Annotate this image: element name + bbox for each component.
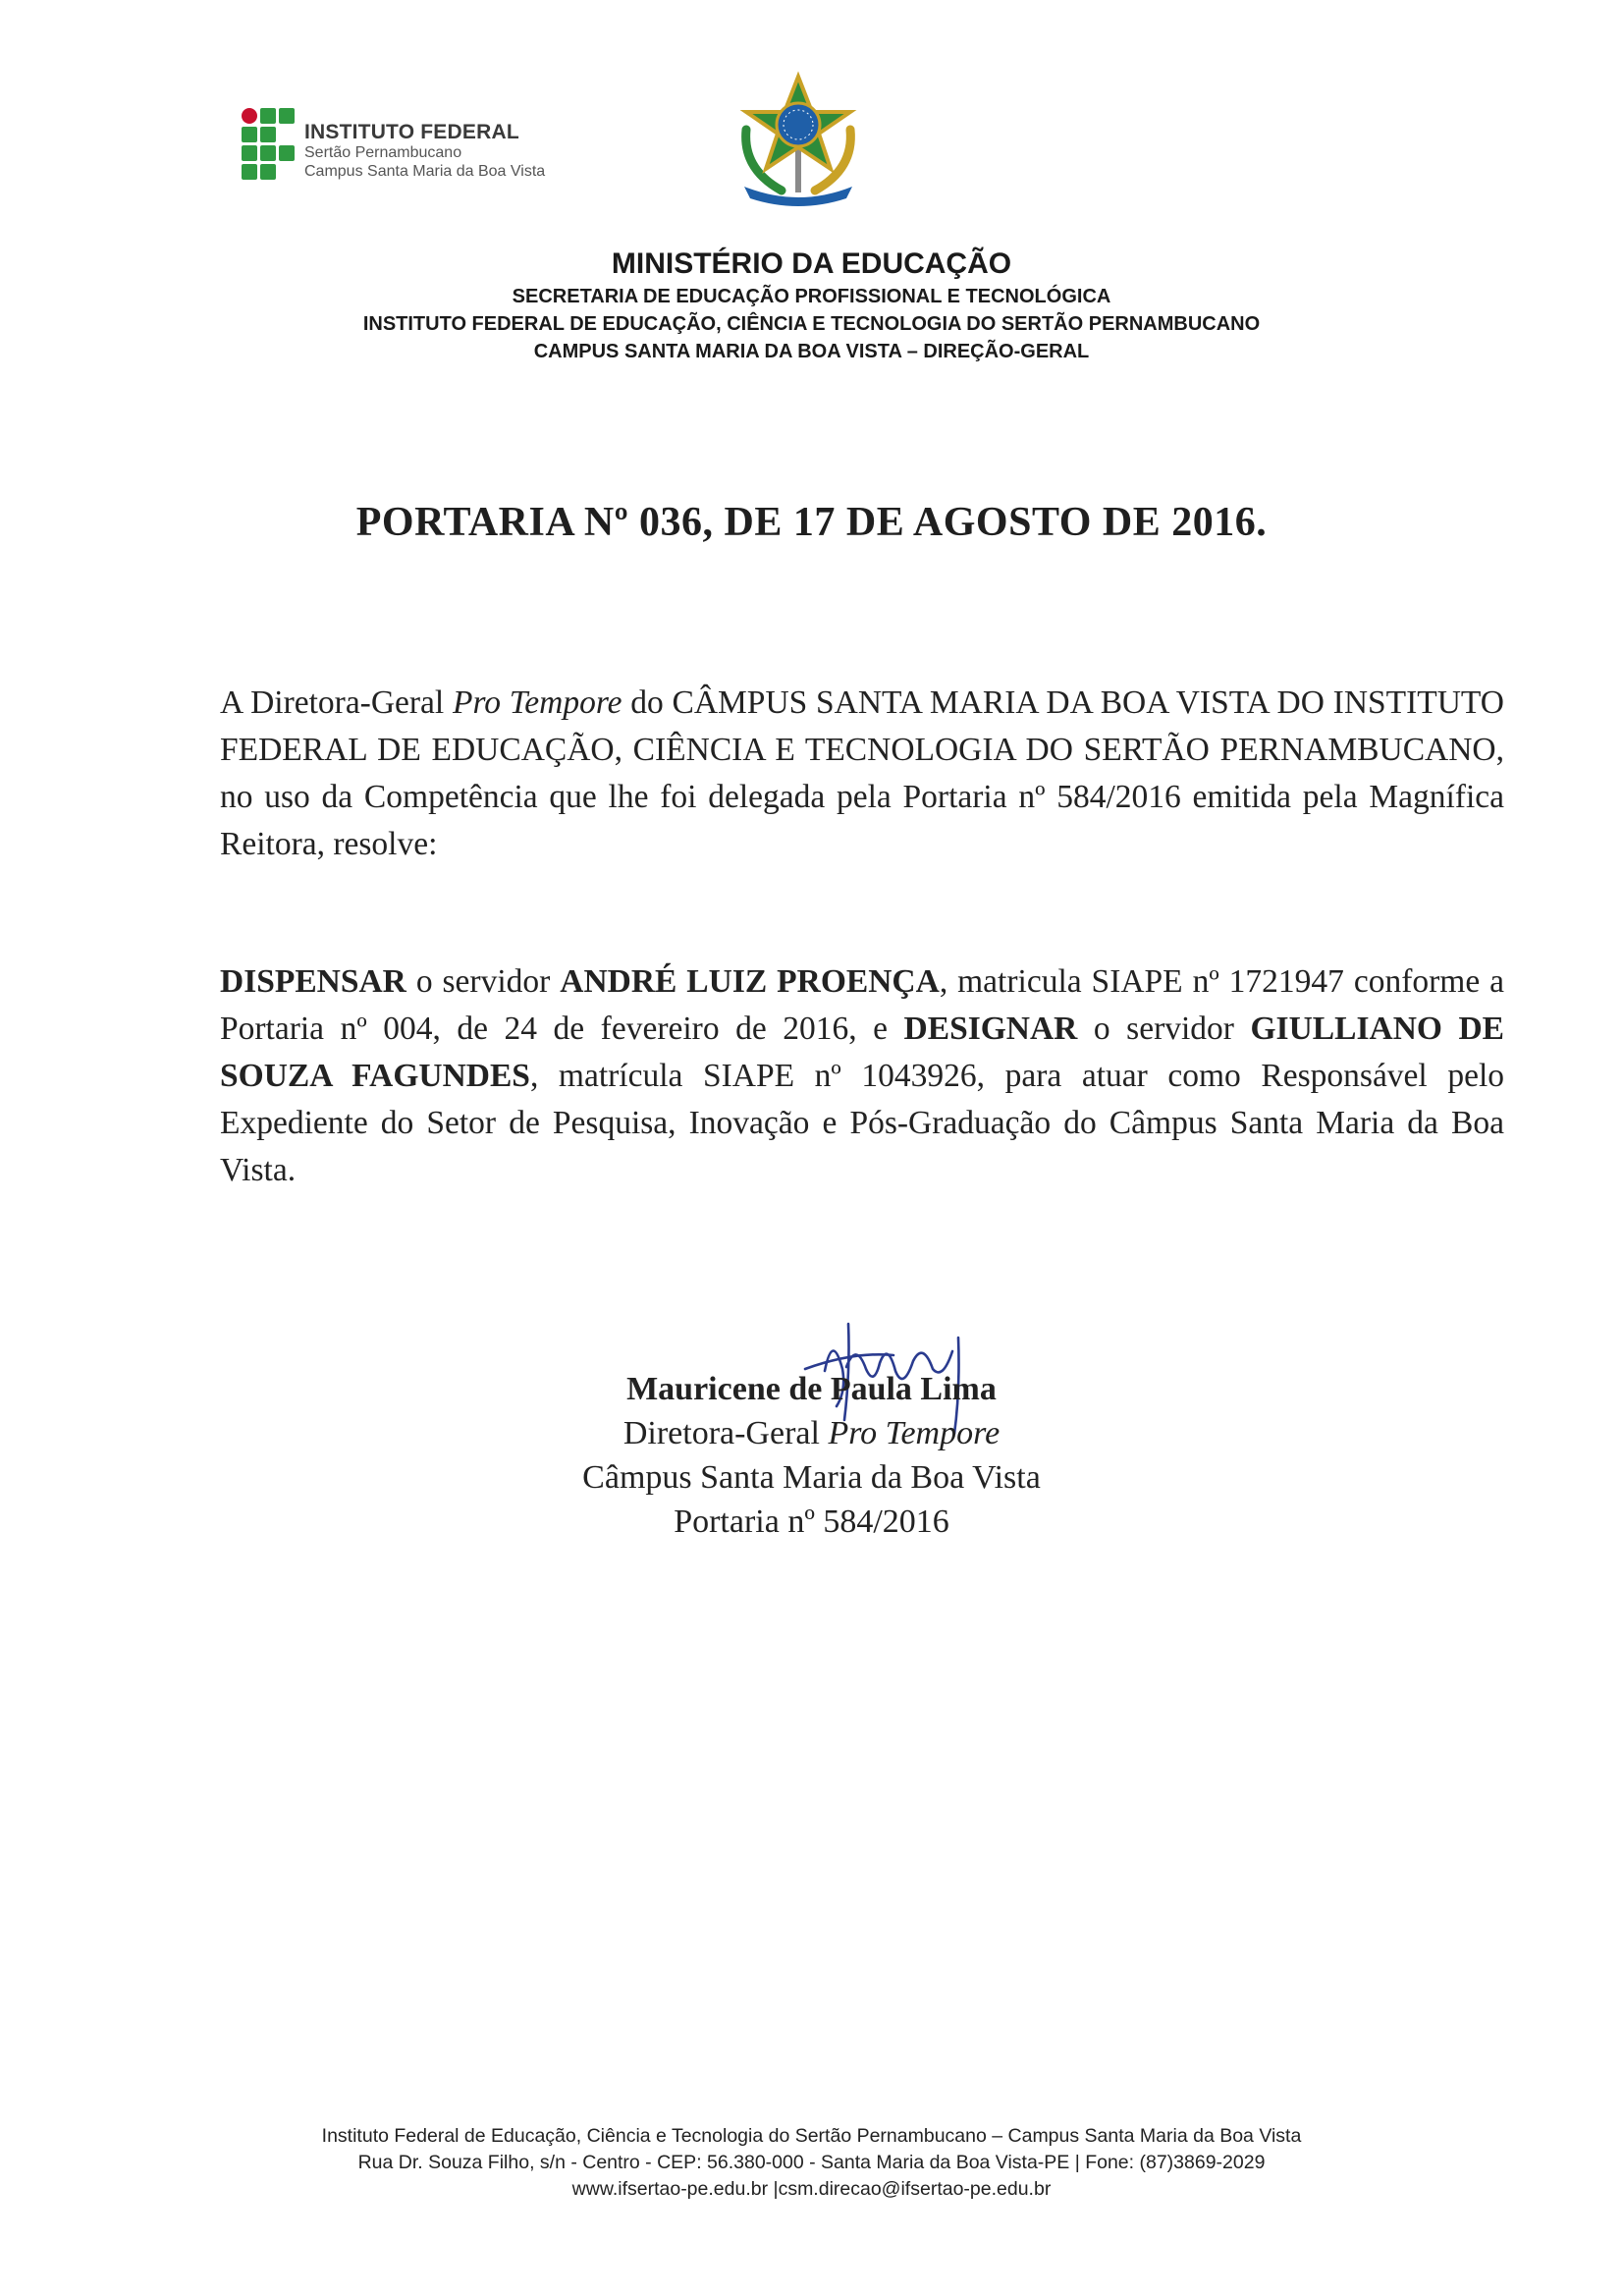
- logo-institution-name: INSTITUTO FEDERAL: [304, 121, 519, 143]
- signatory-portaria: Portaria nº 584/2016: [674, 1503, 949, 1540]
- institute-line: INSTITUTO FEDERAL DE EDUCAÇÃO, CIÊNCIA E TECNOLOGIA DO SERTÃO PERNAMBUCANO: [362, 313, 1261, 335]
- signatory-name: Mauricene de Paula Lima: [626, 1371, 997, 1407]
- signatory-role: Diretora-Geral Pro Tempore: [622, 1415, 1001, 1451]
- signatory-campus: Câmpus Santa Maria da Boa Vista: [582, 1459, 1041, 1496]
- if-logo-grid-icon: [242, 108, 298, 185]
- document-title: PORTARIA Nº 036, DE 17 DE AGOSTO DE 2016.: [355, 500, 1268, 545]
- campus-line: CAMPUS SANTA MARIA DA BOA VISTA – DIREÇÃO-GERAL: [533, 341, 1090, 362]
- signature-block: [0, 1367, 1623, 1544]
- ministry-title: MINISTÉRIO DA EDUCAÇÃO: [611, 247, 1012, 280]
- footer-address: Rua Dr. Souza Filho, s/n - Centro - CEP: 56.380-000 - Santa Maria da Boa Vista-PE | Fone: (87)3869-2029: [357, 2152, 1266, 2173]
- logo-subtitle: Sertão Pernambucano: [304, 144, 462, 161]
- resolution-paragraph: DISPENSAR o servidor ANDRÉ LUIZ PROENÇA, matricula SIAPE nº 1721947 conforme a Portaria nº 004, de 24 de fevereiro de 2016, e DESIGNAR o servidor GIULLIANO DE SOUZA FAGUNDES, matrícula SIAPE nº 1043926, para atuar como Responsável pelo Expediente do Setor de Pesquisa, Inovação e Pós-Graduação do Câmpus Santa Maria da Boa Vista.: [220, 963, 1505, 1188]
- institute-logo: [242, 106, 595, 189]
- logo-campus: Campus Santa Maria da Boa Vista: [304, 163, 546, 180]
- footer-contacts: www.ifsertao-pe.edu.br |csm.direcao@ifsertao-pe.edu.br: [571, 2178, 1052, 2200]
- document-footer: [0, 2123, 1623, 2203]
- footer-institution: Instituto Federal de Educação, Ciência e Tecnologia do Sertão Pernambucano – Campus Santa Maria da Boa Vista: [321, 2125, 1302, 2147]
- preamble-paragraph: A Diretora-Geral Pro Tempore do CÂMPUS SANTA MARIA DA BOA VISTA DO INSTITUTO FEDERAL DE EDUCAÇÃO, CIÊNCIA E TECNOLOGIA DO SERTÃO PERNAMBUCANO, no uso da Competência que lhe foi delegada pela Portaria nº 584/2016 emitida pela Magnífica Reitora, resolve:: [220, 684, 1504, 862]
- document-header: [0, 246, 1623, 365]
- secretariat-line: SECRETARIA DE EDUCAÇÃO PROFISSIONAL E TECNOLÓGICA: [512, 286, 1111, 307]
- brazil-coat-of-arms-icon: [725, 71, 872, 208]
